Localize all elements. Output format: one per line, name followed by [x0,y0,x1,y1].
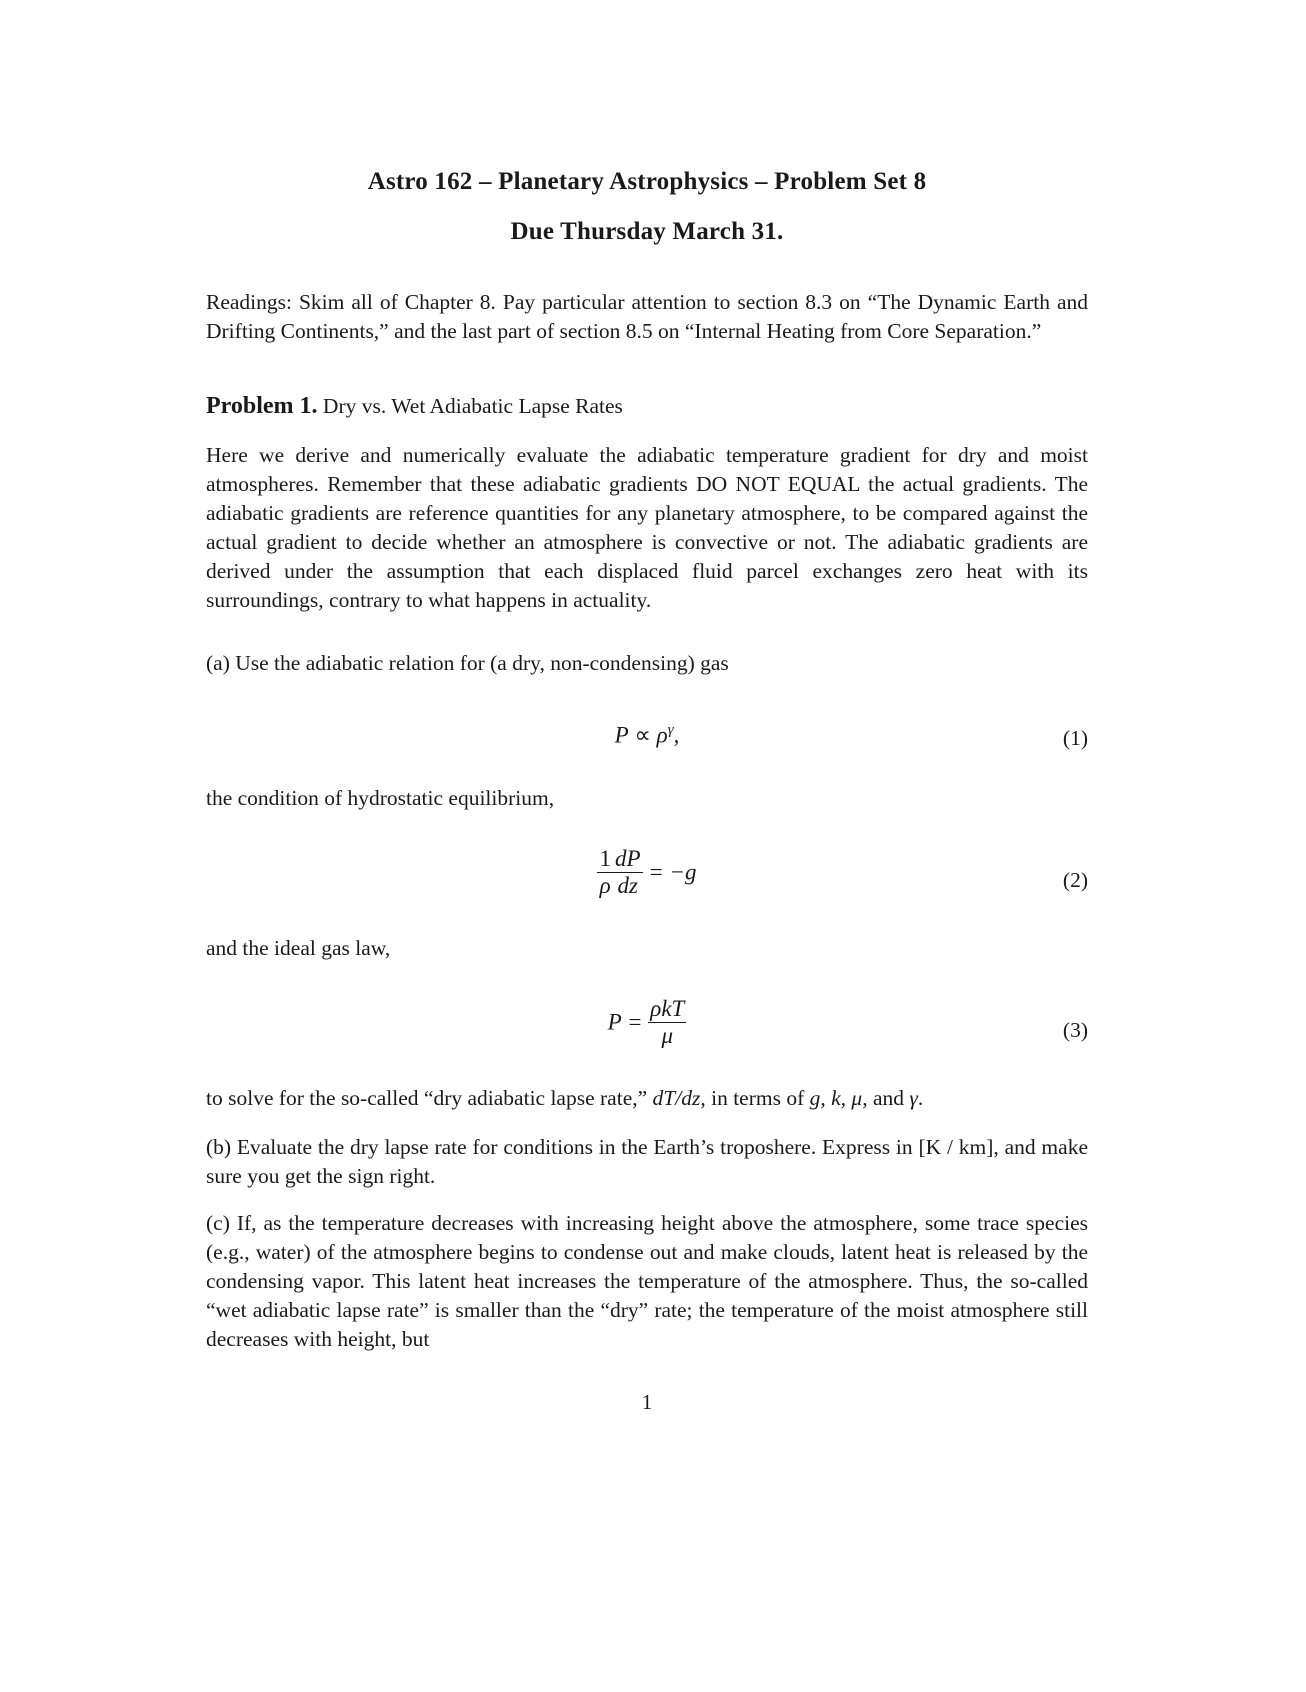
eq2-d-den: dz [613,872,643,899]
eq1-lhs: P [614,722,629,748]
equation-1 [206,722,1088,782]
page-number: 1 [641,1390,653,1414]
eq1-tail: , [673,722,680,748]
eq2-rhs: = −g [648,859,697,885]
problem-1-label: Problem 1. [206,393,318,419]
readings-paragraph: Readings: Skim all of Chapter 8. Pay particular attention to section 8.3 on “The Dynamic Earth and Drifting Continents,” and the last part of section 8.5 on “Internal Heating from Core Separation.” [206,290,1088,343]
eq2-d-num: dP [614,846,641,871]
part-a-intro: (a) Use the adiabatic relation for (a dry, non-condensing) gas [206,651,729,675]
due-date: Due Thursday March 31. [510,218,784,245]
eq1-exponent: γ [667,722,674,738]
eq2-coef-den: ρ [597,872,613,899]
eq2-derivative [613,846,643,899]
eq3-frac-den: μ [648,1022,686,1049]
eq3-number: (3) [1062,1018,1088,1042]
eq2-number: (2) [1062,868,1088,892]
eq3-lhs: P = [607,1009,643,1035]
eq1-rhs: ρ [656,722,668,748]
document-title: Astro 162 – Planetary Astrophysics – Problem Set 8 [367,168,927,195]
ideal-gas-text: and the ideal gas law, [206,936,391,960]
eq3-fraction [648,996,686,1049]
equation-3 [206,996,1088,1056]
part-b-paragraph: (b) Evaluate the dry lapse rate for conditions in the Earth’s troposhere. Express in [K / km], and make sure you get the sign right. [206,1135,1088,1188]
eq1-number: (1) [1062,726,1088,750]
problem-1-title: Dry vs. Wet Adiabatic Lapse Rates [322,394,623,418]
problem-1-intro: Here we derive and numerically evaluate the adiabatic temperature gradient for dry and moist atmospheres. Remember that these adiabatic gradients DO NOT EQUAL the actual gradients. The adiabatic gradients are reference quantities for any planetary atmosphere, to be compared against the actual gradient to decide whether an atmosphere is convective or not. The adiabatic gradients are derived under the assumption that each displaced fluid parcel exchanges zero heat with its surroundings, contrary to what happens in actuality. [206,443,1088,612]
eq1-relation: ∝ [634,722,651,748]
part-a-solve [206,1084,1088,1113]
document-page [206,0,1088,1692]
eq2-coef-num: 1 [599,846,611,871]
equation-2 [206,846,1088,906]
part-a-solve-text-2: , in terms of [700,1086,810,1110]
part-a-solve-gamma: γ [909,1086,918,1110]
part-a-solve-text-4: . [917,1086,924,1110]
part-a-solve-text-1: to solve for the so-called “dry adiabatic lapse rate,” [206,1086,653,1110]
eq2-coefficient [597,846,613,899]
part-a-solve-variable: dT/dz [652,1086,701,1110]
problem-1-heading [206,392,1088,421]
part-a-solve-text-3: and [867,1086,910,1110]
hydrostatic-text: the condition of hydrostatic equilibrium, [206,786,555,810]
part-c-paragraph: (c) If, as the temperature decreases with increasing height above the atmosphere, some trace species (e.g., water) of the atmosphere begins to condense out and make clouds, latent heat is released by the condensing vapor. This latent heat increases the temperature of the atmosphere. Thus, the so-called “wet adiabatic lapse rate” is smaller than the “dry” rate; the temperature of the moist atmosphere still decreases with height, but [206,1211,1088,1351]
part-a-solve-vars: g, k, μ, [809,1086,868,1110]
eq3-frac-num: ρkT [650,996,685,1021]
